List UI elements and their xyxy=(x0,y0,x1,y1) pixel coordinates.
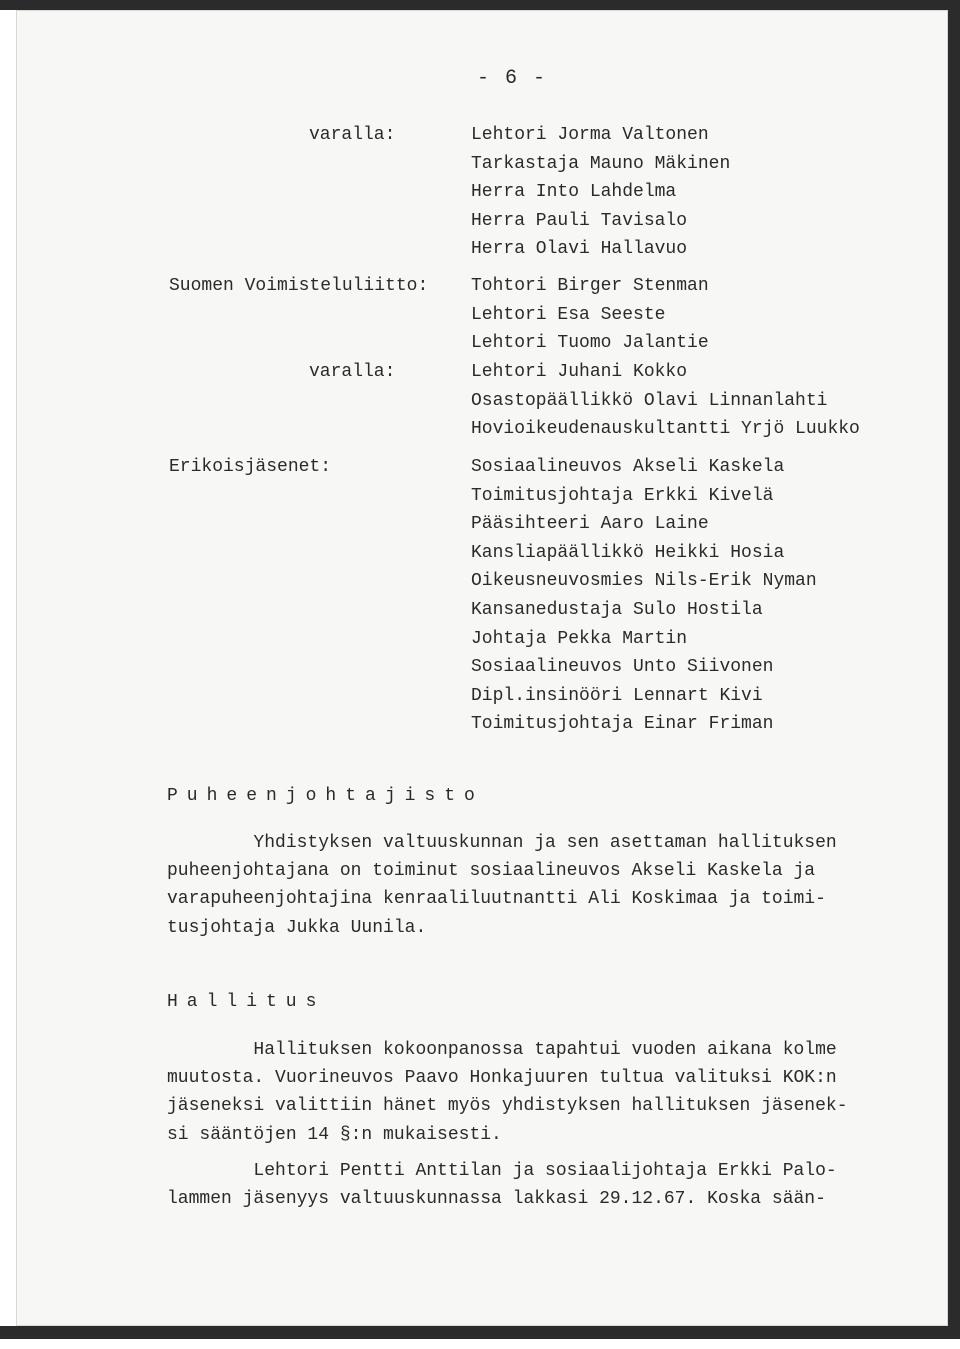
name-line: Hovioikeudenauskultantti Yrjö Luukko xyxy=(471,415,860,444)
name-line: Oikeusneuvosmies Nils-Erik Nyman xyxy=(471,567,817,596)
name-line: Lehtori Juhani Kokko xyxy=(471,358,860,387)
name-line: Lehtori Tuomo Jalantie xyxy=(471,329,709,358)
name-line: Lehtori Jorma Valtonen xyxy=(471,121,730,150)
page-number: - 6 - xyxy=(477,67,547,90)
paragraph-puheenjohtajisto xyxy=(167,829,897,942)
group-names-erikoisjasenet xyxy=(471,453,817,739)
paragraph-line: muutosta. Vuorineuvos Paavo Honkajuuren tultua valituksi KOK:n xyxy=(167,1064,897,1092)
paragraph-line: Yhdistyksen valtuuskunnan ja sen asettaman hallituksen xyxy=(167,829,897,857)
name-line: Kansanedustaja Sulo Hostila xyxy=(471,596,817,625)
scan-edge-top xyxy=(0,0,960,10)
group-names-varalla-2 xyxy=(471,358,860,444)
paragraph-line: Hallituksen kokoonpanossa tapahtui vuoden aikana kolme xyxy=(167,1036,897,1064)
scan-margin-left xyxy=(0,0,16,1339)
name-line: Tohtori Birger Stenman xyxy=(471,272,709,301)
name-line: Herra Pauli Tavisalo xyxy=(471,207,730,236)
group-label-varalla-1: varalla: xyxy=(309,125,395,145)
name-line: Dipl.insinööri Lennart Kivi xyxy=(471,682,817,711)
name-line: Osastopäällikkö Olavi Linnanlahti xyxy=(471,387,860,416)
paragraph-line: puheenjohtajana on toiminut sosiaalineuvos Akseli Kaskela ja xyxy=(167,857,897,885)
scan-edge-bottom xyxy=(0,1326,960,1339)
paragraph-line: lammen jäsenyys valtuuskunnassa lakkasi 29.12.67. Koska sään- xyxy=(167,1185,897,1213)
name-line: Lehtori Esa Seeste xyxy=(471,301,709,330)
document-page xyxy=(16,10,948,1326)
group-label-varalla-2: varalla: xyxy=(309,362,395,382)
name-line: Toimitusjohtaja Einar Friman xyxy=(471,710,817,739)
group-names-varalla-1 xyxy=(471,121,730,264)
paragraph-line: tusjohtaja Jukka Uunila. xyxy=(167,914,897,942)
group-label-erikoisjasenet: Erikoisjäsenet: xyxy=(169,457,331,477)
paragraph-hallitus-1 xyxy=(167,1036,897,1149)
section-heading-puheenjohtajisto: Puheenjohtajisto xyxy=(167,786,484,806)
name-line: Sosiaalineuvos Akseli Kaskela xyxy=(471,453,817,482)
scan-edge-right xyxy=(948,0,960,1339)
name-line: Herra Into Lahdelma xyxy=(471,178,730,207)
name-line: Sosiaalineuvos Unto Siivonen xyxy=(471,653,817,682)
name-line: Toimitusjohtaja Erkki Kivelä xyxy=(471,482,817,511)
paragraph-line: jäseneksi valittiin hänet myös yhdistyksen hallituksen jäsenek- xyxy=(167,1092,897,1120)
name-line: Johtaja Pekka Martin xyxy=(471,625,817,654)
name-line: Tarkastaja Mauno Mäkinen xyxy=(471,150,730,179)
paragraph-line: si sääntöjen 14 §:n mukaisesti. xyxy=(167,1121,897,1149)
group-names-voimisteluliitto xyxy=(471,272,709,358)
name-line: Kansliapäällikkö Heikki Hosia xyxy=(471,539,817,568)
paragraph-hallitus-2 xyxy=(167,1157,897,1213)
section-heading-hallitus: Hallitus xyxy=(167,992,325,1012)
group-label-voimisteluliitto: Suomen Voimisteluliitto: xyxy=(169,276,428,296)
paragraph-line: varapuheenjohtajina kenraaliluutnantti Ali Koskimaa ja toimi- xyxy=(167,885,897,913)
paragraph-line: Lehtori Pentti Anttilan ja sosiaalijohtaja Erkki Palo- xyxy=(167,1157,897,1185)
name-line: Pääsihteeri Aaro Laine xyxy=(471,510,817,539)
name-line: Herra Olavi Hallavuo xyxy=(471,235,730,264)
